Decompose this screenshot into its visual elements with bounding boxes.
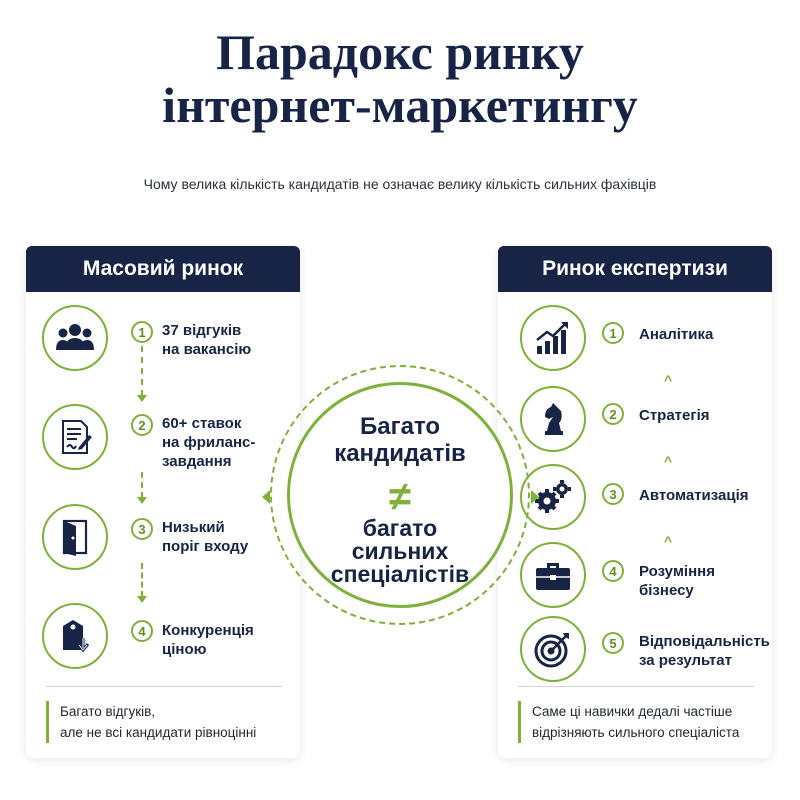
left-step-2-number: 2	[131, 414, 153, 436]
growth-chart-icon	[520, 305, 586, 371]
mass-market-panel	[26, 246, 300, 758]
left-step-4-number: 4	[131, 620, 153, 642]
up-caret-icon: ^	[664, 372, 673, 388]
title-line-2: інтернет-маркетингу	[162, 77, 638, 133]
right-step-4-label: Розуміння бізнесу	[639, 563, 715, 599]
footer-accent-bar	[46, 701, 49, 743]
left-step-3-label: Низький поріг входу	[162, 519, 249, 555]
users-icon	[42, 305, 108, 371]
mass-market-footer-text: Багато відгуків, але не всі кандидати рівноцінні	[60, 704, 257, 740]
central-comparison-circle	[270, 365, 530, 625]
many-candidates-text: Багато кандидатів	[334, 413, 466, 467]
right-step-5-label: Відповідальність за результат	[639, 633, 770, 669]
mass-market-footer	[46, 686, 282, 743]
mass-market-header: Масовий ринок	[26, 246, 300, 292]
not-equal-icon: ≠	[389, 475, 411, 519]
right-step-4-text	[639, 562, 715, 600]
down-arrow-icon	[141, 346, 143, 396]
right-step-4-number: 4	[602, 560, 624, 582]
left-step-4-label: Конкуренція ціною	[162, 622, 254, 658]
right-step-2-number: 2	[602, 403, 624, 425]
left-step-4-text	[162, 621, 254, 659]
right-step-1-text: Аналітика	[639, 326, 714, 343]
left-step-3-number: 3	[131, 518, 153, 540]
up-caret-icon: ^	[664, 453, 673, 469]
right-step-3-text: Автоматизація	[639, 487, 749, 504]
left-pointer-icon	[262, 490, 270, 504]
left-step-3-text	[162, 518, 248, 556]
left-step-1-text	[162, 321, 251, 359]
title-line-1: Парадокс ринку	[216, 24, 584, 80]
right-step-5-text	[639, 632, 770, 670]
open-door-icon	[42, 504, 108, 570]
up-caret-icon: ^	[664, 533, 673, 549]
left-step-2-text	[162, 414, 255, 471]
page-title	[0, 26, 800, 132]
document-signature-icon	[42, 404, 108, 470]
right-pointer-icon	[531, 490, 539, 504]
many-strong-specialists-text: багато сильних спеціалістів	[330, 515, 470, 587]
right-step-5-number: 5	[602, 632, 624, 654]
expertise-market-header: Ринок експертизи	[498, 246, 772, 292]
target-icon	[520, 616, 586, 682]
right-step-2-text: Стратегія	[639, 407, 710, 424]
price-tag-down-icon	[42, 603, 108, 669]
footer-accent-bar	[518, 701, 521, 743]
expertise-market-panel	[498, 246, 772, 758]
page-subtitle: Чому велика кількість кандидатів не означає велику кількість сильних фахівців	[143, 176, 657, 192]
left-step-1-number: 1	[131, 321, 153, 343]
expertise-market-footer-text: Саме ці навички дедалі частіше відрізняють сильного спеціаліста	[532, 704, 740, 740]
right-step-3-number: 3	[602, 483, 624, 505]
right-step-1-number: 1	[602, 322, 624, 344]
down-arrow-icon	[141, 563, 143, 597]
left-step-1-label: 37 відгуків на вакансію	[162, 322, 252, 358]
left-step-2-label: 60+ ставок на фриланс- завдання	[162, 415, 256, 470]
down-arrow-icon	[141, 472, 143, 498]
expertise-market-footer	[518, 686, 754, 743]
